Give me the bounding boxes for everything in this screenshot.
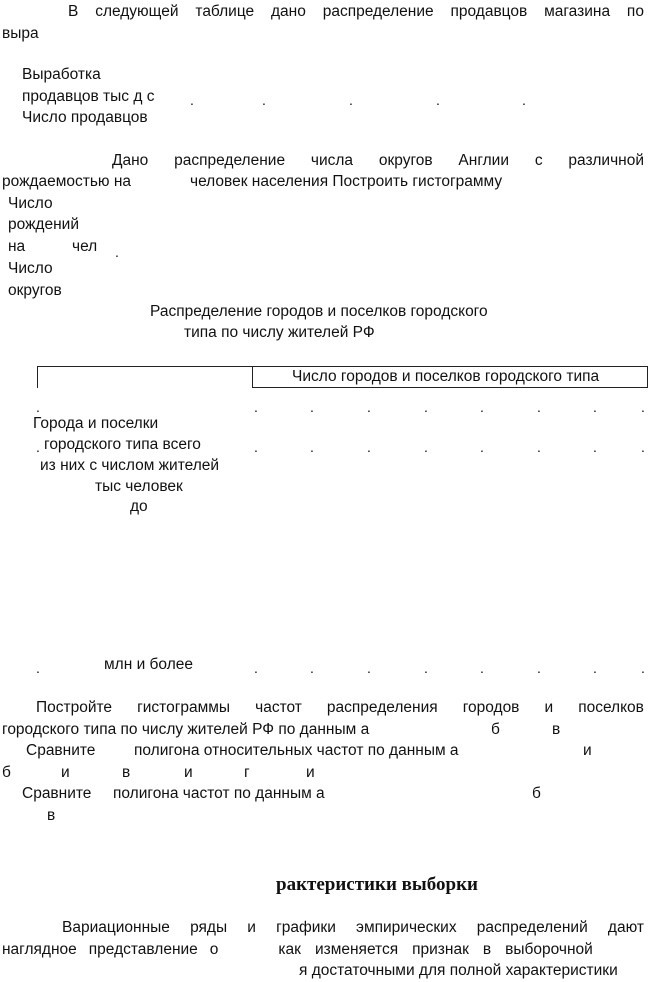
para4-line2 [2,940,644,960]
para2-line1 [112,151,644,171]
word: округов [378,152,433,169]
table2-label: чел [72,238,98,255]
table3-cell-mark: . [310,660,314,676]
para3-line2a: городского типа по числу жителей РФ по данным а [2,721,370,738]
word: числа [310,152,354,169]
word: частот [255,699,302,716]
table3-cell-mark: . [367,660,371,676]
para3-line4-item: в [122,764,131,781]
table3-cell-mark: . [367,399,371,415]
table1-cell-mark: . [190,92,194,108]
word: распределений [476,919,588,936]
table3-row-label: городского типа всего [44,436,201,453]
table3-cell-mark: . [641,660,645,676]
table3-title-line2: типа по числу жителей РФ [184,324,375,341]
table3-cell-mark: . [593,399,597,415]
table3-title-line1: Распределение городов и поселков городского [150,303,488,320]
word: наглядное [2,941,77,958]
para4-line1 [62,918,644,938]
para3-line3a: Сравните [26,742,96,759]
table3-cell-mark: . [480,399,484,415]
word: продавцов [450,3,528,20]
table2-label: Число [8,260,53,277]
para2-line2a: рождаемостью на [2,173,132,190]
para2-line2b: человек населения Построить гистограмму [190,173,503,190]
word: графики [276,919,336,936]
table2-cell-mark: . [115,244,119,260]
word: таблице [195,3,255,20]
word: эмпирических [356,919,457,936]
table3-cell-mark: . [424,399,428,415]
word: в [482,941,492,958]
word: распределения [326,699,438,716]
para3-line6: в [47,807,56,824]
word: представление [88,941,198,958]
para1-line2: выра [2,25,39,42]
table3-cell-mark: . [593,439,597,455]
para3-line4-item: и [61,764,70,781]
table3-cell-mark: . [310,399,314,415]
word: гистограммы [137,699,231,716]
table3-cell-mark: . [537,439,541,455]
table1-cell-mark: . [522,92,526,108]
para3-line4-item: б [2,764,11,781]
word: и [544,699,554,716]
table3-cell-mark: . [424,660,428,676]
word: распределение [174,152,286,169]
word: Англии [458,152,509,169]
table3-cell-mark: . [36,660,40,676]
word: по [626,3,644,20]
para4-line3: я достаточными для полной характеристики [299,962,618,979]
para3-line3c: и [583,742,592,759]
word: и [247,919,256,936]
table3-cell-mark: . [424,439,428,455]
table3-row-label: млн и более [104,656,193,673]
table3-cell-mark: . [367,439,371,455]
para3-line4-item: и [306,764,315,781]
word: выборочной [505,941,593,958]
word: городов [462,699,520,716]
word: различной [568,152,644,169]
word: магазина [544,3,611,20]
table3-cell-mark: . [537,399,541,415]
table1-cell-mark: . [436,92,440,108]
table3-row-label: тыс человек [95,478,183,495]
word: следующей [95,3,179,20]
table1-label-output: Выработка [22,66,101,83]
word: с [534,152,543,169]
para1-line1 [68,2,644,22]
table3-left-border [37,366,38,388]
table2-label: рождений [8,216,79,233]
word: поселков [578,699,644,716]
para3-line3b: полигона относительных частот по данным а [134,742,459,759]
table3-column-divider [252,366,253,388]
section-heading: рактеристики выборки [276,874,478,895]
para3-line2c: в [552,721,561,738]
table3-cell-mark: . [254,439,258,455]
word: Вариационные [62,919,170,936]
word: признак [412,941,469,958]
word: Постройте [36,699,113,716]
para3-line5c: б [532,785,541,802]
table3-row-label: из них с числом жителей [40,457,220,474]
word: как [278,941,301,958]
table2-label: округов [8,282,62,299]
table2-label: на [8,238,26,255]
table3-cell-mark: . [593,660,597,676]
table1-cell-mark: . [349,92,353,108]
para3-line4-item: и [184,764,193,781]
para3-line5b: полигона частот по данным а [113,785,325,802]
word: ряды [190,919,228,936]
table3-cell-mark: . [480,660,484,676]
table3-cell-mark: . [480,439,484,455]
word: дают [607,919,644,936]
table3-cell-mark: . [254,399,258,415]
para3-line4-item: г [244,764,250,781]
table1-label-count: Число продавцов [22,109,148,126]
table3-cell-mark: . [36,439,40,455]
table3-row-label: Города и поселки [33,415,159,432]
word: В [68,3,79,20]
table3-cell-mark: . [310,439,314,455]
table3-cell-mark: . [36,399,40,415]
table3-column-header: Число городов и поселков городского типа [292,368,600,385]
table3-row-label: до [130,498,148,515]
para3-line1 [36,698,644,718]
table1-label-output-units: продавцов тыс д с [22,88,155,105]
word: о [209,941,219,958]
table3-cell-mark: . [641,399,645,415]
table1-cell-mark: . [262,92,266,108]
word: дано [271,3,306,20]
word: изменяется [314,941,399,958]
table2-label: Число [8,195,53,212]
word: Дано [112,152,149,169]
para3-line2b: б [491,721,500,738]
table3-right-border [647,366,648,388]
table3-header-bottom [252,387,648,388]
table3-cell-mark: . [254,660,258,676]
table3-cell-mark: . [641,439,645,455]
table3-cell-mark: . [537,660,541,676]
para3-line5a: Сравните [22,785,92,802]
word: распределение [322,3,434,20]
